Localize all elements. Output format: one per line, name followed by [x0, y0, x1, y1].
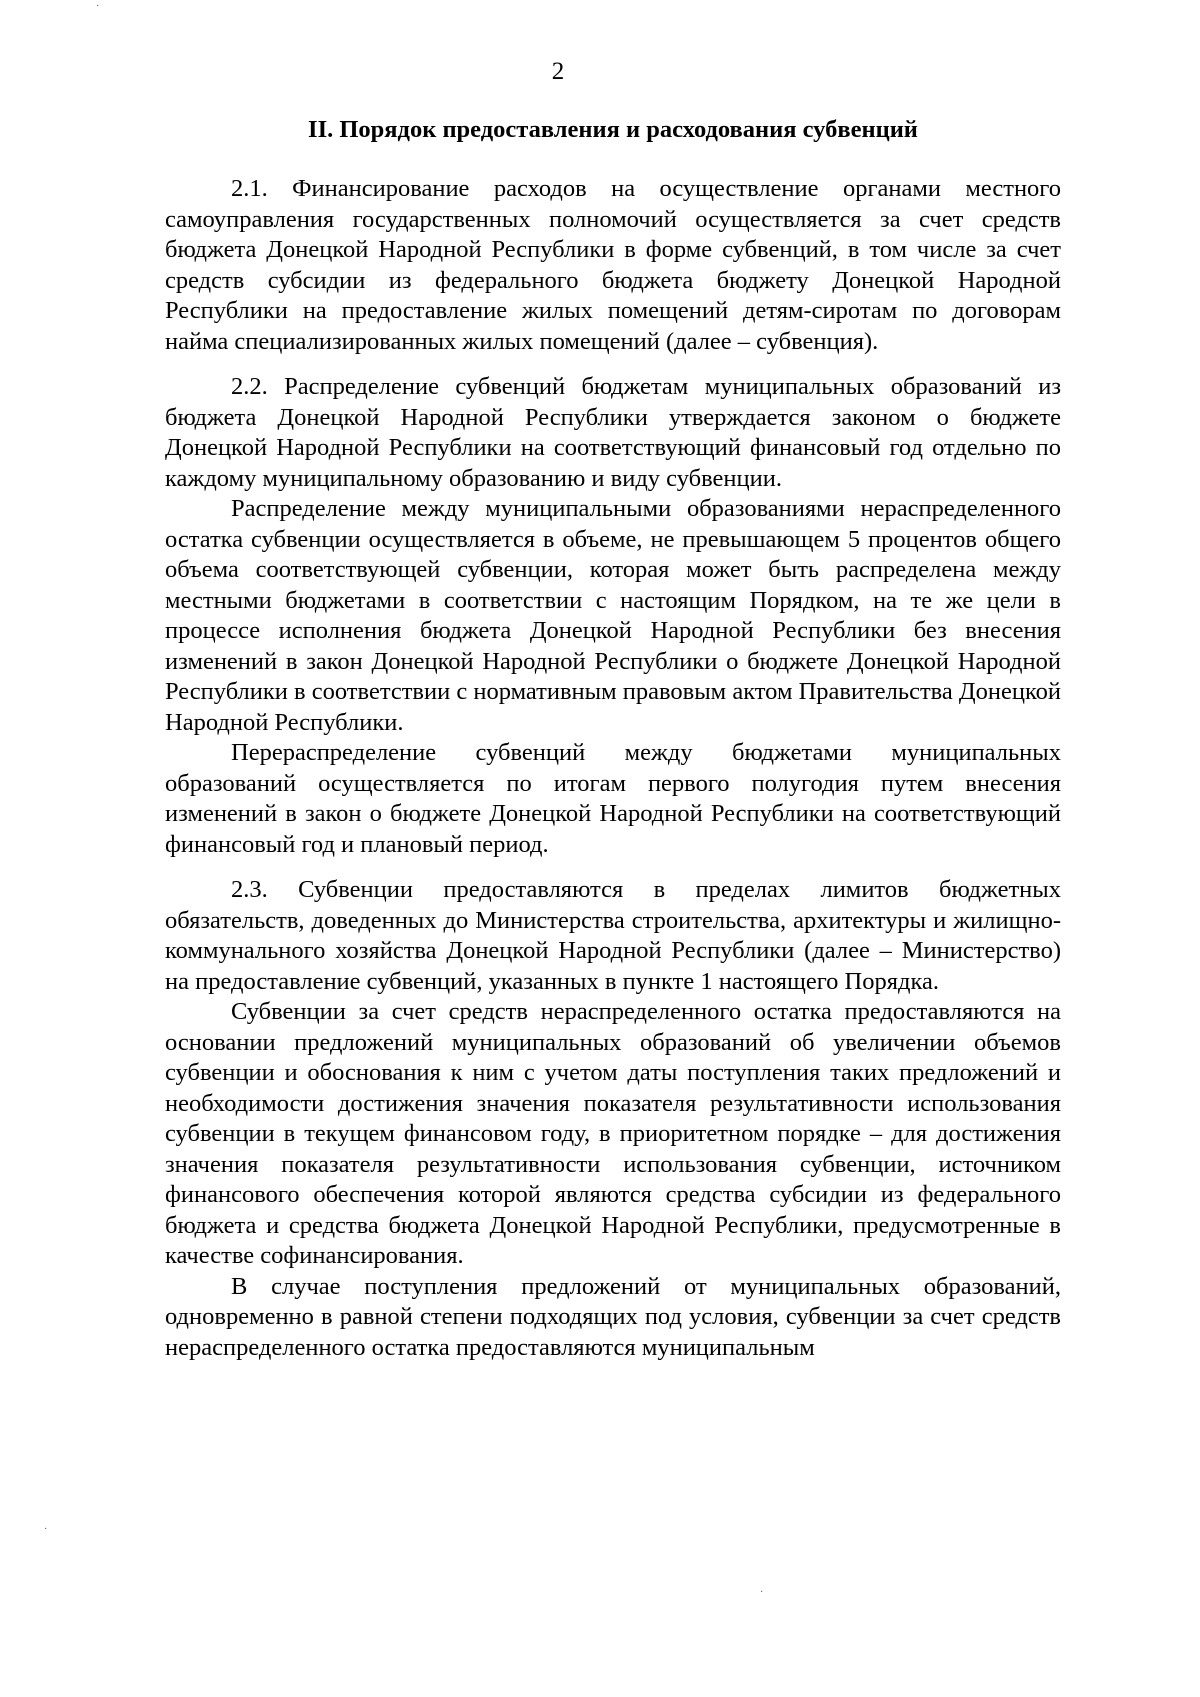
paragraph-2-2: 2.2. Распределение субвенций бюджетам муниципальных образований из бюджета Донецкой Народной Республики утверждается законом о бюджете Донецкой Народной Республики на соответствующий финансовый год отдельно по каждому муниципальному образованию и виду субвенции.	[165, 373, 1061, 492]
page-number: 2	[551, 58, 565, 85]
paragraph-2-3-unallocated: Субвенции за счет средств нераспределенного остатка предоставляются на основании предложений муниципальных образований об увеличении объемов субвенции и обоснования к ним с учетом даты поступления таких предложений и необходимости достижения значения показателя результативности использования субвенции в текущем финансовом году, в приоритетном порядке – для достижения значения показателя результативности использования субвенции, источником финансового обеспечения которой являются средства субсидии из федерального бюджета и средства бюджета Донецкой Народной Республики, предусмотренные в качестве софинансирования.	[165, 998, 1061, 1269]
paragraph-2-3-equal-proposals: В случае поступления предложений от муниципальных образований, одновременно в равной степени подходящих под условия, субвенции за счет средств нераспределенного остатка предоставляются муниципальным	[165, 1272, 1061, 1361]
paragraph-2-3: 2.3. Субвенции предоставляются в пределах лимитов бюджетных обязательств, доведенных до Министерства строительства, архитектуры и жилищно-коммунального хозяйства Донецкой Народной Республики (далее – Министерство) на предоставление субвенций, указанных в пункте 1 настоящего Порядка.	[165, 876, 1061, 995]
paragraph-2-2-redistribution: Перераспределение субвенций между бюджетами муниципальных образований осуществляется по итогам первого полугодия путем внесения изменений в закон о бюджете Донецкой Народной Республики на соответствующий финансовый год и плановый период.	[165, 739, 1061, 858]
document-body	[165, 174, 1061, 1363]
paragraph-2-2-distribution: Распределение между муниципальными образованиями нераспределенного остатка субвенции осуществляется в объеме, не превышающем 5 процентов общего объема соответствующей субвенции, которая может быть распределена между местными бюджетами в соответствии с настоящим Порядком, на те же цели в процессе исполнения бюджета Донецкой Народной Республики без внесения изменений в закон Донецкой Народной Республики о бюджете Донецкой Народной Республики в соответствии с нормативным правовым актом Правительства Донецкой Народной Республики.	[165, 495, 1061, 736]
paragraph-2-1: 2.1. Финансирование расходов на осуществление органами местного самоуправления государственных полномочий осуществляется за счет средств бюджета Донецкой Народной Республики в форме субвенций, в том числе за счет средств субсидии из федерального бюджета бюджету Донецкой Народной Республики на предоставление жилых помещений детям-сиротам по договорам найма специализированных жилых помещений (далее – субвенция).	[165, 175, 1061, 355]
section-title: II. Порядок предоставления и расходования субвенций	[308, 116, 918, 143]
scan-speck: ·	[760, 1587, 764, 1598]
scan-speck: ·	[96, 1, 100, 12]
scan-speck: ·	[44, 1524, 48, 1535]
